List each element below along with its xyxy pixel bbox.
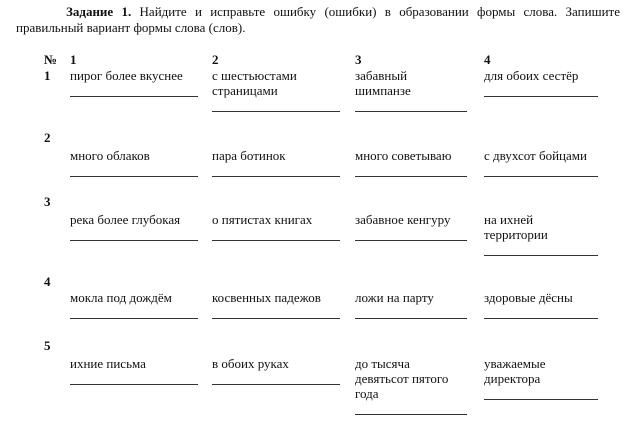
- answer-line[interactable]: [484, 96, 598, 97]
- column-header: №: [44, 52, 58, 67]
- answer-line[interactable]: [355, 111, 467, 112]
- cell-text: река более глубокая: [70, 212, 181, 227]
- table-cell: [212, 148, 286, 163]
- cell-text: косвенных падежов: [212, 290, 321, 305]
- table-cell: [355, 290, 434, 305]
- answer-line[interactable]: [70, 384, 198, 385]
- row-number: 2: [44, 130, 51, 145]
- answer-line[interactable]: [212, 384, 340, 385]
- cell-text: забавный: [355, 68, 408, 83]
- answer-line[interactable]: [212, 176, 340, 177]
- cell-text: с шестьюстами: [212, 68, 297, 83]
- column-header: 4: [484, 52, 491, 67]
- answer-line[interactable]: [355, 414, 467, 415]
- answer-line[interactable]: [355, 318, 467, 319]
- cell-text: здоровые дёсны: [484, 290, 573, 305]
- answer-line[interactable]: [355, 176, 467, 177]
- cell-text: много облаков: [70, 148, 150, 163]
- column-header: 1: [70, 52, 77, 67]
- cell-text: до тысяча: [355, 356, 410, 371]
- table-cell: [355, 68, 411, 98]
- cell-text: шимпанзе: [355, 83, 411, 98]
- table-cell: [70, 148, 150, 163]
- cell-text: уважаемые: [484, 356, 546, 371]
- answer-line[interactable]: [70, 318, 198, 319]
- cell-text: мокла под дождём: [70, 290, 172, 305]
- table-cell: [484, 148, 587, 163]
- cell-text: для обоих сестёр: [484, 68, 579, 83]
- table-cell: [70, 356, 146, 371]
- cell-text: территории: [484, 227, 548, 242]
- table-cell: [484, 356, 546, 386]
- answer-line[interactable]: [70, 96, 198, 97]
- cell-text: страницами: [212, 83, 278, 98]
- column-header: 3: [355, 52, 362, 67]
- answer-line[interactable]: [70, 240, 198, 241]
- table-cell: [212, 68, 297, 98]
- table-cell: [355, 212, 450, 227]
- answer-line[interactable]: [484, 318, 598, 319]
- table-cell: [70, 212, 180, 227]
- cell-text: девятьсот пятого: [355, 371, 449, 386]
- cell-text: пирог более вкуснее: [70, 68, 183, 83]
- row-number: 5: [44, 338, 51, 353]
- answer-line[interactable]: [484, 255, 598, 256]
- table-cell: [70, 290, 172, 305]
- column-header: 2: [212, 52, 219, 67]
- table-cell: [484, 290, 573, 305]
- table-cell: [70, 68, 183, 83]
- task-text: Найдите и исправьте ошибку (ошибки) в образовании формы слова. Запишите правильный вариант формы слова (слов).: [16, 4, 620, 35]
- table-cell: [484, 68, 578, 83]
- answer-line[interactable]: [212, 111, 340, 112]
- cell-text: много советываю: [355, 148, 452, 163]
- cell-text: ихние письма: [70, 356, 146, 371]
- answer-line[interactable]: [70, 176, 198, 177]
- answer-line[interactable]: [212, 318, 340, 319]
- table-cell: [355, 148, 451, 163]
- row-number: 1: [44, 68, 51, 83]
- table-cell: [484, 212, 548, 242]
- cell-text: года: [355, 386, 379, 401]
- cell-text: директора: [484, 371, 541, 386]
- row-number: 4: [44, 274, 51, 289]
- cell-text: забавное кенгуру: [355, 212, 451, 227]
- cell-text: на ихней: [484, 212, 534, 227]
- table-cell: [212, 290, 321, 305]
- task-statement: [16, 4, 620, 36]
- answer-line[interactable]: [484, 399, 598, 400]
- cell-text: с двухсот бойцами: [484, 148, 587, 163]
- table-cell: [355, 356, 448, 401]
- cell-text: ложи на парту: [355, 290, 434, 305]
- answer-line[interactable]: [212, 240, 340, 241]
- table-cell: [212, 212, 312, 227]
- cell-text: в обоих руках: [212, 356, 289, 371]
- task-title: Задание 1.: [66, 4, 132, 19]
- row-number: 3: [44, 194, 51, 209]
- cell-text: о пятистах книгах: [212, 212, 313, 227]
- answer-line[interactable]: [355, 240, 467, 241]
- table-cell: [212, 356, 289, 371]
- cell-text: пара ботинок: [212, 148, 286, 163]
- answer-line[interactable]: [484, 176, 598, 177]
